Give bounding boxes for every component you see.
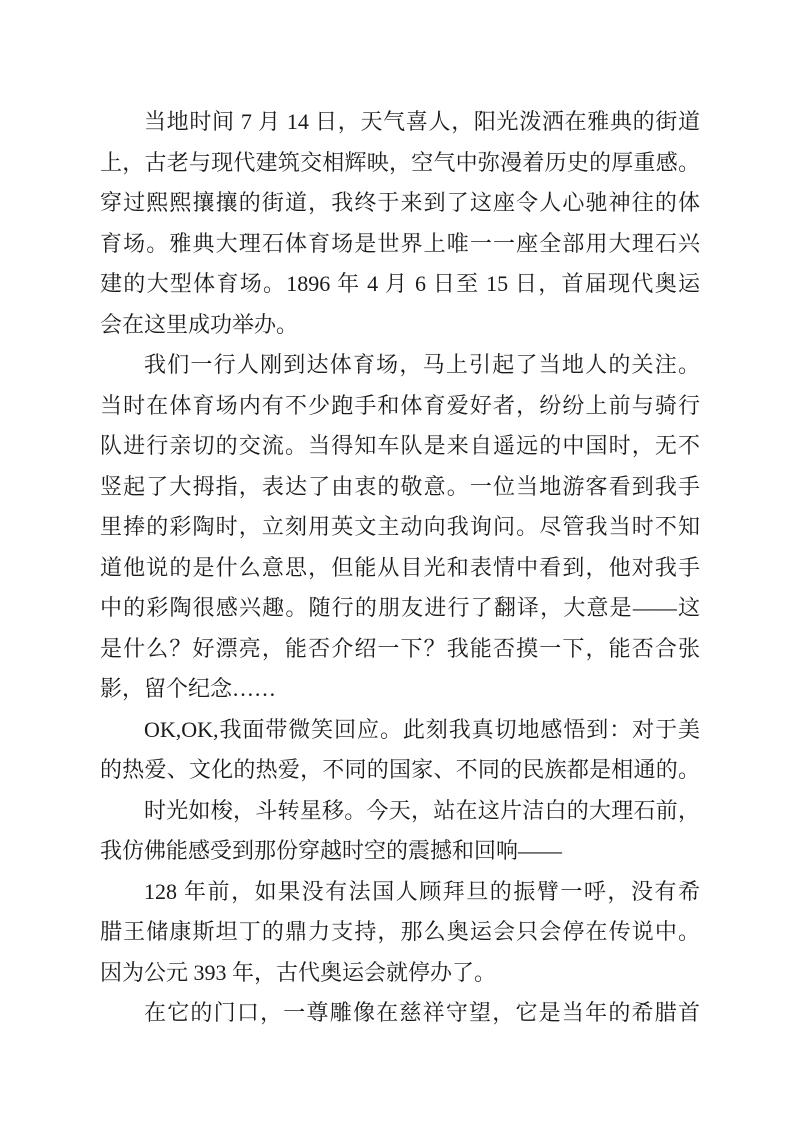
text-line: 在它的门口，一尊雕像在慈祥守望，它是当年的希腊首: [144, 1000, 700, 1025]
paragraph: [100, 872, 700, 994]
text-line: 我们一行人刚到达体育场，马上引起了当地人的关注。: [144, 352, 700, 377]
text-line: 里捧的彩陶时，立刻用英文主动向我询问。尽管我当时不知: [100, 514, 700, 539]
paragraph: [100, 345, 700, 710]
text-line: 育场。雅典大理石体育场是世界上唯一一座全部用大理石兴: [100, 230, 700, 256]
text-line: 是什么？好漂亮，能否介绍一下？我能否摸一下，能否合张: [100, 635, 700, 661]
text-line: 道他说的是什么意思，但能从目光和表情中看到，他对我手: [100, 554, 700, 580]
text-line: 腊王储康斯坦丁的鼎力支持，那么奥运会只会停在传说中。: [100, 919, 700, 944]
text-line: 会在这里成功举办。: [100, 311, 299, 337]
text-line: 的热爱、文化的热爱，不同的国家、不同的民族都是相通的。: [100, 757, 700, 782]
text-line: 当时在体育场内有不少跑手和体育爱好者，纷纷上前与骑行: [100, 392, 700, 418]
text-line: 我仿佛能感受到那份穿越时空的震撼和回响——: [100, 838, 563, 863]
text-line: 因为公元 393 年，古代奥运会就停办了。: [100, 959, 497, 985]
text-line: 128 年前，如果没有法国人顾拜旦的振臂一呼，没有希: [144, 878, 700, 904]
text-line: OK,OK,我面带微笑回应。此刻我真切地感悟到：对于美: [144, 716, 700, 742]
paragraph: [100, 993, 700, 1034]
text-line: 队进行亲切的交流。当得知车队是来自遥远的中国时，无不: [100, 433, 700, 458]
text-line: 竖起了大拇指，表达了由衷的敬意。一位当地游客看到我手: [100, 473, 700, 499]
text-line: 时光如梭，斗转星移。今天，站在这片洁白的大理石前，: [144, 797, 700, 823]
text-line: 影，留个纪念……: [100, 676, 277, 701]
text-body: [100, 102, 700, 1034]
text-line: 建的大型体育场。1896 年 4 月 6 日至 15 日，首届现代奥运: [100, 271, 700, 296]
text-line: 当地时间 7 月 14 日，天气喜人，阳光泼洒在雅典的街道: [144, 109, 700, 134]
paragraph: [100, 791, 700, 872]
text-line: 中的彩陶很感兴趣。随行的朋友进行了翻译，大意是——这: [100, 595, 700, 620]
paragraph: [100, 710, 700, 791]
text-line: 穿过熙熙攘攘的街道，我终于来到了这座令人心驰神往的体: [100, 190, 700, 215]
paragraph: [100, 102, 700, 345]
text-line: 上，古老与现代建筑交相辉映，空气中弥漫着历史的厚重感。: [100, 149, 700, 175]
